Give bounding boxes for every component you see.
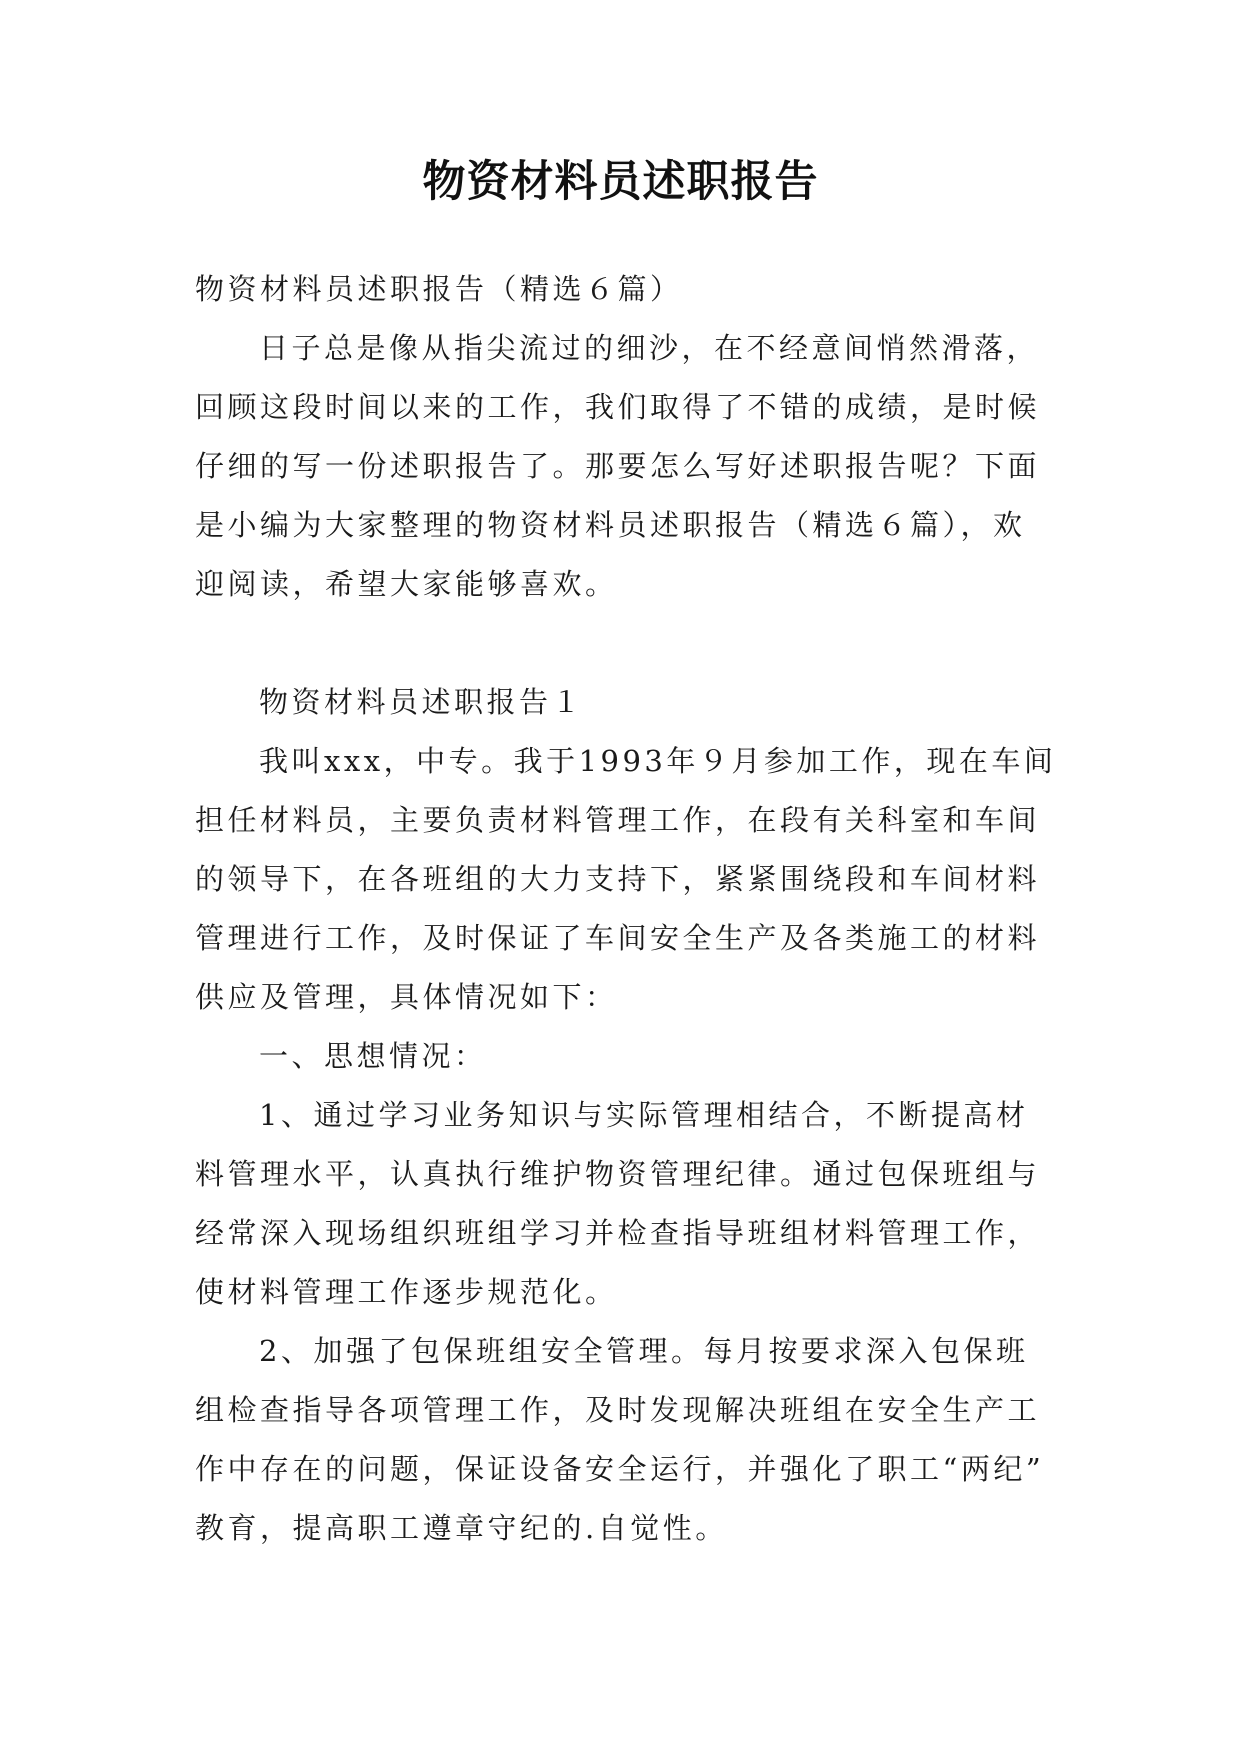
subtitle-line: 物资材料员述职报告（精选６篇）	[195, 272, 683, 306]
body-line: 教育，提高职工遵章守纪的.自觉性。	[195, 1511, 728, 1545]
body-line: 作中存在的问题，保证设备安全运行，并强化了职工“两纪”	[195, 1452, 1045, 1486]
body-line: 担任材料员，主要负责材料管理工作，在段有关科室和车间	[195, 803, 1041, 837]
body-line: 2、加强了包保班组安全管理。每月按要求深入包保班	[259, 1334, 1029, 1368]
body-line: 料管理水平，认真执行维护物资管理纪律。通过包保班组与	[195, 1157, 1041, 1191]
body-line: 使材料管理工作逐步规范化。	[195, 1275, 618, 1309]
body-line: 管理进行工作，及时保证了车间安全生产及各类施工的材料	[195, 921, 1041, 955]
body-line: 组检查指导各项管理工作，及时发现解决班组在安全生产工	[195, 1393, 1041, 1427]
document-body	[195, 260, 1057, 1558]
document-title: 物资材料员述职报告	[422, 157, 819, 207]
intro-line: 仔细的写一份述职报告了。那要怎么写好述职报告呢？下面	[195, 449, 1041, 483]
body-line: 经常深入现场组织班组学习并检查指导班组材料管理工作，	[195, 1216, 1041, 1250]
paragraph-gap	[195, 614, 1057, 673]
body-line: 1、通过学习业务知识与实际管理相结合，不断提高材	[259, 1098, 1029, 1132]
intro-line: 回顾这段时间以来的工作，我们取得了不错的成绩，是时候	[195, 390, 1041, 424]
body-line: 供应及管理，具体情况如下：	[195, 980, 618, 1014]
body-line: 的领导下，在各班组的大力支持下，紧紧围绕段和车间材料	[195, 862, 1041, 896]
subsection-heading: 一、思想情况：	[259, 1039, 487, 1073]
section-heading: 物资材料员述职报告１	[259, 685, 585, 719]
intro-line: 是小编为大家整理的物资材料员述职报告（精选６篇），欢	[195, 508, 1026, 542]
intro-line: 迎阅读，希望大家能够喜欢。	[195, 567, 618, 601]
intro-line: 日子总是像从指尖流过的细沙，在不经意间悄然滑落，	[259, 331, 1040, 365]
body-line: 我叫xxx，中专。我于1993年９月参加工作，现在车间	[259, 744, 1057, 778]
